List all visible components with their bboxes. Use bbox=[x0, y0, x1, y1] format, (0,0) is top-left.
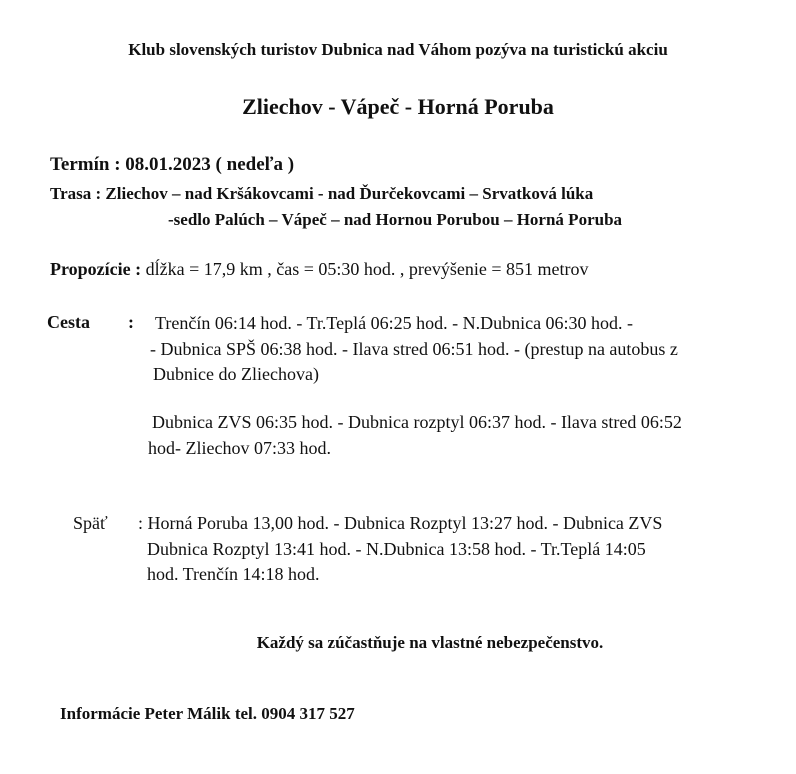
travel-line: hod- Zliechov 07:33 hod. bbox=[148, 438, 331, 458]
date-label: Termín : bbox=[50, 154, 121, 175]
return-line: hod. Trenčín 14:18 hod. bbox=[147, 564, 320, 584]
date-value: 08.01.2023 ( nedeľa ) bbox=[125, 154, 295, 175]
parameters-label: Propozície : bbox=[50, 259, 142, 279]
parameters-value: dĺžka = 17,9 km , čas = 05:30 hod. , prevýšenie = 851 metrov bbox=[145, 259, 589, 279]
travel-line: Dubnice do Zliechova) bbox=[153, 364, 319, 384]
travel-line: Dubnica ZVS 06:35 hod. - Dubnica rozptyl 06:37 hod. - Ilava stred 06:52 bbox=[152, 412, 682, 432]
route-row bbox=[50, 184, 593, 204]
travel-colon: : bbox=[128, 312, 134, 332]
route-line-2: -sedlo Palúch – Vápeč – nad Hornou Porubou – Horná Poruba bbox=[168, 210, 623, 229]
route-title: Zliechov - Vápeč - Horná Poruba bbox=[242, 94, 554, 119]
return-line: : Horná Poruba 13,00 hod. - Dubnica Rozptyl 13:27 hod. - Dubnica ZVS bbox=[138, 513, 663, 533]
route-label: Trasa : bbox=[50, 184, 102, 203]
route-line-1: Zliechov – nad Kršákovcami - nad Ďurčekovcami – Srvatková lúka bbox=[105, 184, 594, 203]
return-line: Dubnica Rozptyl 13:41 hod. - N.Dubnica 13:58 hod. - Tr.Teplá 14:05 bbox=[147, 539, 646, 559]
travel-line: Trenčín 06:14 hod. - Tr.Teplá 06:25 hod. - N.Dubnica 06:30 hod. - bbox=[155, 313, 634, 333]
date-row bbox=[50, 154, 294, 176]
travel-label: Cesta bbox=[47, 312, 90, 332]
invitation-header: Klub slovenských turistov Dubnica nad Váhom pozýva na turistickú akciu bbox=[128, 40, 668, 59]
return-label: Späť bbox=[73, 513, 108, 533]
risk-notice: Každý sa zúčastňuje na vlastné nebezpečenstvo. bbox=[256, 633, 604, 652]
parameters-row bbox=[50, 259, 589, 280]
travel-line: - Dubnica SPŠ 06:38 hod. - Ilava stred 06:51 hod. - (prestup na autobus z bbox=[150, 339, 678, 359]
contact-info: Informácie Peter Málik tel. 0904 317 527 bbox=[60, 704, 355, 723]
